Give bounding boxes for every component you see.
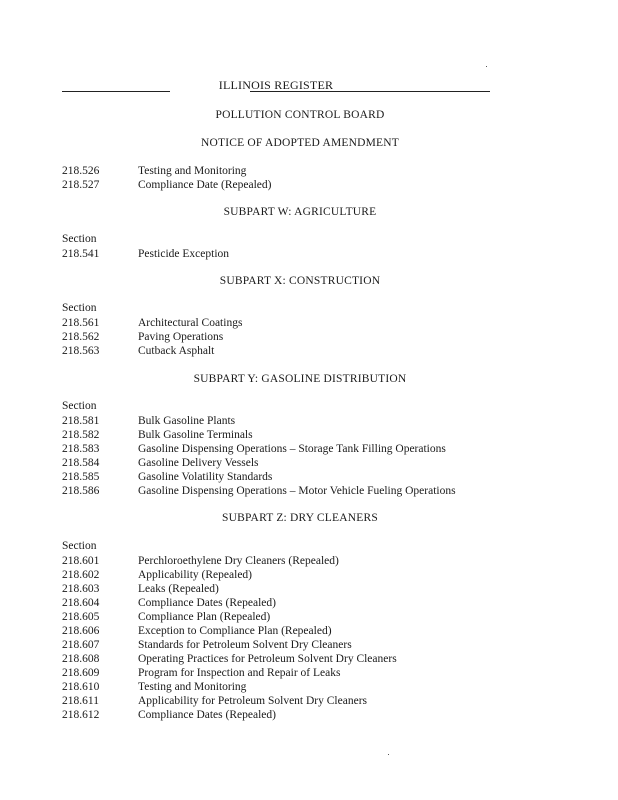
section-title: Gasoline Dispensing Operations – Storage Tank Filling Operations <box>138 443 446 455</box>
section-title: Compliance Date (Repealed) <box>138 179 272 191</box>
section-label: Section <box>62 302 97 314</box>
section-title: Gasoline Delivery Vessels <box>138 457 259 469</box>
section-number: 218.585 <box>62 471 100 483</box>
section-entry <box>62 484 456 498</box>
section-number: 218.584 <box>62 457 100 469</box>
section-entry <box>62 456 259 470</box>
section-entry <box>62 652 397 666</box>
section-entry <box>62 638 352 652</box>
section-title: Applicability (Repealed) <box>138 569 253 581</box>
section-number: 218.562 <box>62 331 100 343</box>
section-number: 218.581 <box>62 415 100 427</box>
section-title: Applicability for Petroleum Solvent Dry Cleaners <box>138 695 367 707</box>
section-number: 218.612 <box>62 709 100 721</box>
section-entry <box>62 680 246 694</box>
section-title: Operating Practices for Petroleum Solvent Dry Cleaners <box>138 653 397 665</box>
subpart-heading: SUBPART Y: GASOLINE DISTRIBUTION <box>193 373 407 385</box>
section-entry <box>62 624 332 638</box>
section-title: Standards for Petroleum Solvent Dry Cleaners <box>138 639 352 651</box>
section-title: Program for Inspection and Repair of Leaks <box>138 667 341 679</box>
section-number: 218.526 <box>62 165 100 177</box>
section-number: 218.606 <box>62 625 100 637</box>
register-header <box>62 78 490 94</box>
section-title: Architectural Coatings <box>138 317 243 329</box>
section-number: 218.602 <box>62 569 100 581</box>
section-number: 218.610 <box>62 681 100 693</box>
section-entry <box>62 164 246 178</box>
section-title: Compliance Dates (Repealed) <box>138 597 276 609</box>
section-number: 218.611 <box>62 695 99 707</box>
section-label: Section <box>62 400 97 412</box>
section-title: Perchloroethylene Dry Cleaners (Repealed) <box>138 555 339 567</box>
section-entry <box>62 708 276 722</box>
section-title: Gasoline Volatility Standards <box>138 471 273 483</box>
section-label: Section <box>62 540 97 552</box>
section-number: 218.605 <box>62 611 100 623</box>
notice-title: NOTICE OF ADOPTED AMENDMENT <box>200 137 400 149</box>
section-entry <box>62 247 229 261</box>
section-number: 218.563 <box>62 345 100 357</box>
section-entry <box>62 596 276 610</box>
subpart-heading: SUBPART Z: DRY CLEANERS <box>222 512 378 524</box>
section-title: Testing and Monitoring <box>138 681 247 693</box>
section-title: Pesticide Exception <box>138 248 230 260</box>
board-name: POLLUTION CONTROL BOARD <box>215 109 385 121</box>
section-title: Leaks (Repealed) <box>138 583 219 595</box>
section-entry <box>62 178 271 192</box>
section-number: 218.608 <box>62 653 100 665</box>
section-entry <box>62 568 252 582</box>
section-entry <box>62 582 219 596</box>
section-entry <box>62 442 446 456</box>
scan-speck <box>486 66 487 67</box>
section-entry <box>62 414 235 428</box>
section-entry <box>62 610 270 624</box>
section-number: 218.561 <box>62 317 100 329</box>
section-entry <box>62 428 253 442</box>
subpart-heading: SUBPART W: AGRICULTURE <box>223 206 377 218</box>
section-entry <box>62 344 214 358</box>
section-number: 218.583 <box>62 443 100 455</box>
register-title: ILLINOIS REGISTER <box>218 78 334 92</box>
section-number: 218.541 <box>62 248 100 260</box>
section-entry <box>62 694 367 708</box>
section-title: Paving Operations <box>138 331 224 343</box>
section-title: Bulk Gasoline Terminals <box>138 429 253 441</box>
section-number: 218.607 <box>62 639 100 651</box>
section-number: 218.609 <box>62 667 100 679</box>
section-title: Bulk Gasoline Plants <box>138 415 236 427</box>
section-entry <box>62 554 339 568</box>
section-entry <box>62 470 272 484</box>
section-entry <box>62 666 340 680</box>
section-title: Compliance Plan (Repealed) <box>138 611 271 623</box>
subpart-heading: SUBPART X: CONSTRUCTION <box>219 275 381 287</box>
section-label: Section <box>62 233 97 245</box>
section-entry <box>62 316 242 330</box>
section-title: Compliance Dates (Repealed) <box>138 709 276 721</box>
section-number: 218.582 <box>62 429 100 441</box>
section-title: Gasoline Dispensing Operations – Motor Vehicle Fueling Operations <box>138 485 456 497</box>
section-number: 218.603 <box>62 583 100 595</box>
section-number: 218.604 <box>62 597 100 609</box>
section-number: 218.527 <box>62 179 100 191</box>
section-entry <box>62 330 223 344</box>
section-number: 218.601 <box>62 555 100 567</box>
section-title: Exception to Compliance Plan (Repealed) <box>138 625 332 637</box>
section-number: 218.586 <box>62 485 100 497</box>
scan-speck <box>388 754 389 755</box>
section-title: Testing and Monitoring <box>138 165 247 177</box>
section-title: Cutback Asphalt <box>138 345 215 357</box>
